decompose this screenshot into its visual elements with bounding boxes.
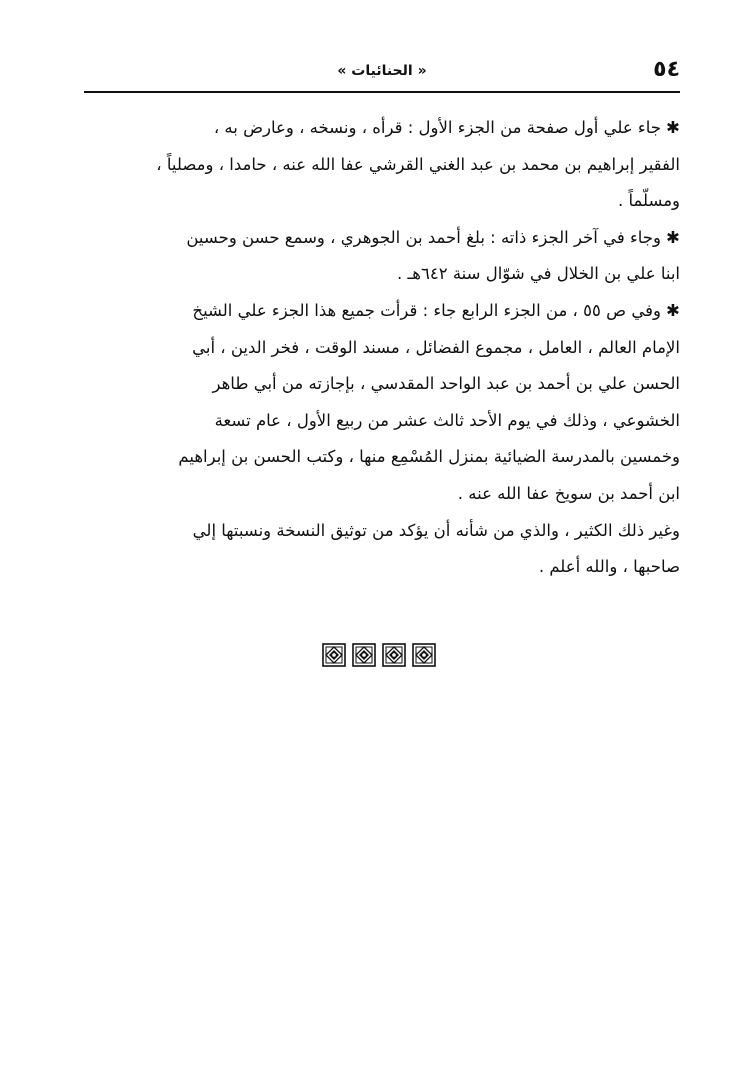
text-line: الفقير إبراهيم بن محمد بن عبد الغني القرشي عفا الله عنه ، حامدا ، ومصلياً ، [156,154,680,174]
text-line: ابنا علي بن الخلال في شوّال سنة ٦٤٢هـ . [396,264,680,284]
text-line: الخشوعي ، وذلك في يوم الأحد ثالث عشر من ربيع الأول ، عام تسعة [214,410,680,430]
ornament-icon [352,643,376,667]
text-line: صاحبها ، والله أعلم . [538,557,680,577]
section-ornaments [322,643,442,667]
text-line: وخمسين بالمدرسة الضيائية بمنزل المُسْمِع منها ، وكتب الحسن بن إبراهيم [178,447,680,467]
paragraph-first-page-note [84,110,680,220]
header-rule [84,91,680,93]
text-line: ✱ جاء علي أول صفحة من الجزء الأول : قرأه ، ونسخه ، وعارض به ، [213,118,680,137]
text-line: الحسن علي بن أحمد بن عبد الواحد المقدسي ، بإجازته من أبي طاهر [212,374,680,394]
running-title: « الحنائيات » [337,63,427,79]
text-line: ✱ وجاء في آخر الجزء ذاته : بلغ أحمد بن الجوهري ، وسمع حسن وحسين [186,227,680,247]
body-text [84,110,680,586]
ornament-icon [412,643,436,667]
ornament-icon [322,643,346,667]
paragraph-conclusion [84,513,680,586]
page-header [84,55,680,91]
text-line: ✱ وفي ص ٥٥ ، من الجزء الرابع جاء : قرأت جميع هذا الجزء علي الشيخ [192,300,680,320]
paragraph-fourth-part-note [84,293,680,513]
text-line: ومسلّماً . [617,191,680,211]
text-line: ابن أحمد بن سويخ عفا الله عنه . [457,483,680,503]
text-line: وغير ذلك الكثير ، والذي من شأنه أن يؤكد من توثيق النسخة ونسبتها إلي [192,520,680,540]
ornament-icon [382,643,406,667]
paragraph-end-note [84,220,680,293]
text-line: الإمام العالم ، العامل ، مجموع الفضائل ، مسند الوقت ، فخر الدين ، أبي [192,337,680,357]
page-number: ٥٤ [653,57,680,82]
